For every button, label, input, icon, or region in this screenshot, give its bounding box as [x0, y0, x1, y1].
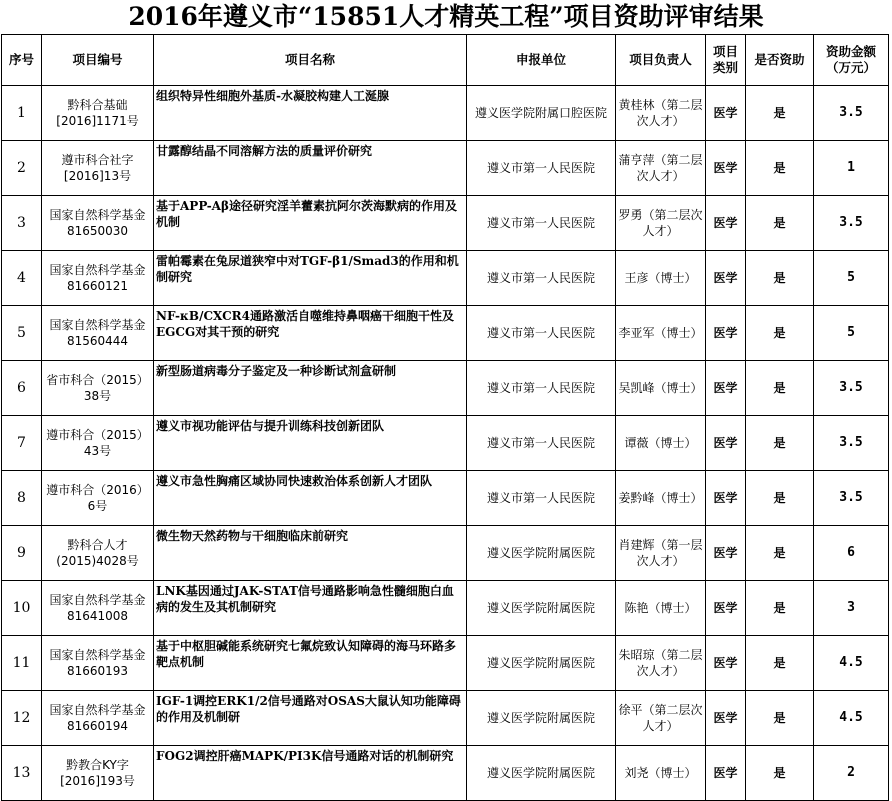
results-table — [1, 34, 889, 801]
funded-flag: 是 — [746, 636, 814, 691]
project-category: 医学 — [706, 526, 746, 581]
header-index: 序号 — [2, 35, 42, 86]
funding-amount: 5 — [814, 306, 889, 361]
project-name: 雷帕霉素在兔尿道狭窄中对TGF-β1/Smad3的作用和机制研究 — [154, 251, 467, 306]
funded-flag: 是 — [746, 141, 814, 196]
table-row — [2, 141, 889, 196]
row-index: 7 — [2, 416, 42, 471]
applicant-unit: 遵义市第一人民医院 — [467, 416, 616, 471]
header-amount: 资助金额（万元） — [814, 35, 889, 86]
project-name: 基于APP-Aβ途径研究淫羊藿素抗阿尔茨海默病的作用及机制 — [154, 196, 467, 251]
project-code: 国家自然科学基金81560444 — [42, 306, 154, 361]
project-code: 黔教合KY字[2016]193号 — [42, 746, 154, 801]
funding-amount: 1 — [814, 141, 889, 196]
project-category: 医学 — [706, 306, 746, 361]
project-leader: 王彦（博士） — [616, 251, 706, 306]
row-index: 2 — [2, 141, 42, 196]
project-leader: 李亚军（博士） — [616, 306, 706, 361]
project-leader: 吴凯峰（博士） — [616, 361, 706, 416]
funding-amount: 3.5 — [814, 86, 889, 141]
project-leader: 姜黔峰（博士） — [616, 471, 706, 526]
project-name: 微生物天然药物与干细胞临床前研究 — [154, 526, 467, 581]
project-category: 医学 — [706, 196, 746, 251]
funded-flag: 是 — [746, 416, 814, 471]
applicant-unit: 遵义医学院附属医院 — [467, 746, 616, 801]
funding-amount: 3.5 — [814, 196, 889, 251]
funded-flag: 是 — [746, 691, 814, 746]
applicant-unit: 遵义医学院附属医院 — [467, 636, 616, 691]
project-leader: 黄桂林（第二层次人才） — [616, 86, 706, 141]
table-row — [2, 361, 889, 416]
applicant-unit: 遵义市第一人民医院 — [467, 306, 616, 361]
funding-amount: 4.5 — [814, 691, 889, 746]
table-row — [2, 746, 889, 801]
project-code: 遵市科合（2015）43号 — [42, 416, 154, 471]
project-name: NF-κB/CXCR4通路激活自噬维持鼻咽癌干细胞干性及EGCG对其干预的研究 — [154, 306, 467, 361]
table-row — [2, 251, 889, 306]
funding-amount: 3.5 — [814, 416, 889, 471]
row-index: 9 — [2, 526, 42, 581]
project-code: 国家自然科学基金81660193 — [42, 636, 154, 691]
applicant-unit: 遵义市第一人民医院 — [467, 196, 616, 251]
project-name: LNK基因通过JAK-STAT信号通路影响急性髓细胞白血病的发生及其机制研究 — [154, 581, 467, 636]
funding-amount: 3 — [814, 581, 889, 636]
project-leader: 徐平（第二层次人才） — [616, 691, 706, 746]
applicant-unit: 遵义医学院附属医院 — [467, 526, 616, 581]
funded-flag: 是 — [746, 251, 814, 306]
funded-flag: 是 — [746, 526, 814, 581]
row-index: 8 — [2, 471, 42, 526]
project-category: 医学 — [706, 141, 746, 196]
table-row — [2, 306, 889, 361]
funded-flag: 是 — [746, 361, 814, 416]
funding-amount: 3.5 — [814, 471, 889, 526]
funding-amount: 2 — [814, 746, 889, 801]
funded-flag: 是 — [746, 581, 814, 636]
applicant-unit: 遵义医学院附属医院 — [467, 691, 616, 746]
table-row — [2, 196, 889, 251]
project-category: 医学 — [706, 691, 746, 746]
applicant-unit: 遵义医学院附属医院 — [467, 581, 616, 636]
row-index: 3 — [2, 196, 42, 251]
project-name: 基于中枢胆碱能系统研究七氟烷致认知障碍的海马环路多靶点机制 — [154, 636, 467, 691]
applicant-unit: 遵义医学院附属口腔医院 — [467, 86, 616, 141]
project-leader: 肖建辉（第一层次人才） — [616, 526, 706, 581]
project-category: 医学 — [706, 636, 746, 691]
applicant-unit: 遵义市第一人民医院 — [467, 141, 616, 196]
funded-flag: 是 — [746, 471, 814, 526]
row-index: 10 — [2, 581, 42, 636]
applicant-unit: 遵义市第一人民医院 — [467, 251, 616, 306]
applicant-unit: 遵义市第一人民医院 — [467, 361, 616, 416]
project-name: 遵义市急性胸痛区域协同快速救治体系创新人才团队 — [154, 471, 467, 526]
project-name: IGF-1调控ERK1/2信号通路对OSAS大鼠认知功能障碍的作用及机制研 — [154, 691, 467, 746]
table-row — [2, 471, 889, 526]
funding-amount: 5 — [814, 251, 889, 306]
table-row — [2, 691, 889, 746]
project-name: 甘露醇结晶不同溶解方法的质量评价研究 — [154, 141, 467, 196]
project-code: 黔科合基础[2016]1171号 — [42, 86, 154, 141]
project-leader: 朱昭琼（第二层次人才） — [616, 636, 706, 691]
page-title: 2016年遵义市“15851人才精英工程”项目资助评审结果 — [128, 2, 764, 31]
project-leader: 刘尧（博士） — [616, 746, 706, 801]
project-category: 医学 — [706, 86, 746, 141]
project-name: FOG2调控肝癌MAPK/PI3K信号通路对话的机制研究 — [154, 746, 467, 801]
funded-flag: 是 — [746, 306, 814, 361]
row-index: 6 — [2, 361, 42, 416]
project-name: 组织特异性细胞外基质-水凝胶构建人工涎腺 — [154, 86, 467, 141]
header-category: 项目类别 — [706, 35, 746, 86]
table-header-row — [2, 35, 889, 86]
project-category: 医学 — [706, 416, 746, 471]
project-leader: 谭薇（博士） — [616, 416, 706, 471]
project-code: 国家自然科学基金81641008 — [42, 581, 154, 636]
table-row — [2, 581, 889, 636]
table-row — [2, 416, 889, 471]
project-code: 遵市科合（2016）6号 — [42, 471, 154, 526]
header-funded: 是否资助 — [746, 35, 814, 86]
project-leader: 罗勇（第二层次人才） — [616, 196, 706, 251]
funding-amount: 3.5 — [814, 361, 889, 416]
project-name: 遵义市视功能评估与提升训练科技创新团队 — [154, 416, 467, 471]
project-code: 黔科合人才(2015)4028号 — [42, 526, 154, 581]
project-leader: 蒲亨萍（第二层次人才） — [616, 141, 706, 196]
project-code: 国家自然科学基金81660194 — [42, 691, 154, 746]
header-unit: 申报单位 — [467, 35, 616, 86]
table-row — [2, 526, 889, 581]
project-name: 新型肠道病毒分子鉴定及一种诊断试剂盒研制 — [154, 361, 467, 416]
project-leader: 陈艳（博士） — [616, 581, 706, 636]
row-index: 4 — [2, 251, 42, 306]
funded-flag: 是 — [746, 196, 814, 251]
row-index: 12 — [2, 691, 42, 746]
project-code: 遵市科合社字[2016]13号 — [42, 141, 154, 196]
project-category: 医学 — [706, 581, 746, 636]
project-category: 医学 — [706, 251, 746, 306]
project-code: 省市科合（2015）38号 — [42, 361, 154, 416]
funding-amount: 6 — [814, 526, 889, 581]
project-category: 医学 — [706, 361, 746, 416]
header-name: 项目名称 — [154, 35, 467, 86]
row-index: 13 — [2, 746, 42, 801]
row-index: 11 — [2, 636, 42, 691]
funding-amount: 4.5 — [814, 636, 889, 691]
funded-flag: 是 — [746, 746, 814, 801]
header-leader: 项目负责人 — [616, 35, 706, 86]
row-index: 5 — [2, 306, 42, 361]
project-code: 国家自然科学基金81660121 — [42, 251, 154, 306]
row-index: 1 — [2, 86, 42, 141]
table-row — [2, 86, 889, 141]
applicant-unit: 遵义市第一人民医院 — [467, 471, 616, 526]
funded-flag: 是 — [746, 86, 814, 141]
table-row — [2, 636, 889, 691]
header-code: 项目编号 — [42, 35, 154, 86]
project-category: 医学 — [706, 471, 746, 526]
project-category: 医学 — [706, 746, 746, 801]
project-code: 国家自然科学基金81650030 — [42, 196, 154, 251]
